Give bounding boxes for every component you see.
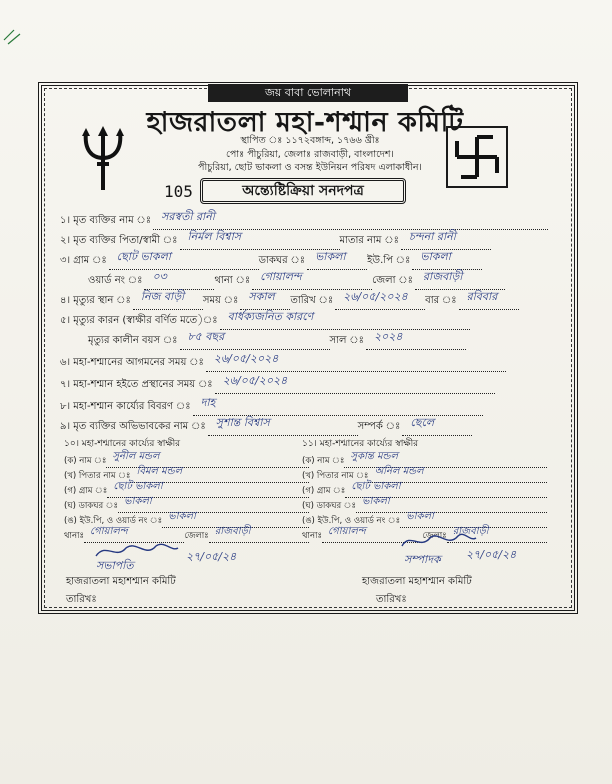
field-label: ৮। মহা-শশ্মান কার্য্যের বিবরণ ঃ [60,401,191,412]
field-label: ওয়ার্ড নং ঃ [88,275,143,286]
field-label: ৪। মৃত্যুর স্থান ঃ [60,295,131,306]
swastika-icon [448,128,506,186]
witness-row: (ঙ) ইউ.পি, ও ওয়ার্ড নং ঃ ভাকলা [302,513,547,528]
field-label: তারিখ ঃ [290,295,334,306]
witness-row: (খ) পিতার নাম ঃ বিমল মন্ডল [64,468,309,483]
field-value: গোয়ালন্দ [260,270,302,283]
established-line: স্থাপিত ঃ ১১৭২বঙ্গাব্দ, ১৭৬৬ খ্রীঃ [240,135,380,146]
field-label: ডাকঘর ঃ [258,255,306,266]
field-label: ৫। মৃত্যুর কারন (স্বাক্ষীর বর্ণিত মতে)ঃ [60,315,218,326]
field-value: সুশান্ত বিশ্বাস [215,416,270,429]
corner-scribble [0,0,40,60]
field-value: চন্দনা রানী [408,230,456,243]
witness-left [64,436,309,543]
field-label: ইউ.পি ঃ [367,255,411,266]
field-value: ৮৫ বছর [187,330,225,343]
field-label: ৩। গ্রাম ঃ [60,255,107,266]
witness-row: (গ) গ্রাম ঃ ছোট ভাকলা [302,483,547,498]
footer-left-org: হাজরাতলা মহাশশ্মান কমিটি [66,576,176,587]
witness-row: (ঘ) ডাকঘর ঃ ভাকলা [64,498,309,513]
field-value: ভাকলা [315,250,346,263]
address-line: পোঃ পীচুরিয়া, জেলাঃ রাজবাড়ী, বাংলাদেশ। [226,149,394,160]
field-label: ২। মৃত ব্যক্তির পিতা/স্বামী ঃ [60,235,178,246]
field-label: মাতার নাম ঃ [339,235,399,246]
witness-right [302,436,547,543]
certificate-title: অন্ত্যেষ্টিক্রিয়া সনদপত্র [200,178,406,204]
secretary-date: ২৭/০৫/২৪ [466,548,517,561]
field-value: ২৬/০৫/২০২৪ [213,352,279,365]
witness-row: থানাঃ গোয়ালন্দ জেলাঃ রাজবাড়ী [302,528,547,543]
field-value: সরস্বতী রানী [161,210,215,223]
field-label: ১। মৃত ব্যক্তির নাম ঃ [60,215,152,226]
witness-row: থানাঃ গোয়ালন্দ জেলাঃ রাজবাড়ী [64,528,309,543]
field-guardian [60,418,472,436]
witness-row: (খ) পিতার নাম ঃ অনিল মন্ডল [302,468,547,483]
field-value: ছোট ভাকলা [116,250,171,263]
field-label: সাল ঃ [329,335,364,346]
trident-icon [80,122,126,192]
witness-title: ১১। মহা-শশ্মানের কার্য্যের স্বাক্ষীর [302,439,419,449]
witness-row: (ক) নাম ঃ সুনীল মন্ডল [64,453,309,468]
field-label: বার ঃ [425,295,457,306]
organization-title: হাজরাতলা মহা-শশ্মান কমিটি [146,107,464,138]
witness-row: (ঙ) ইউ.পি, ও ওয়ার্ড নং ঃ ভাকলা [64,513,309,528]
footer-left-date-label: তারিখঃ [66,594,97,605]
field-label: ৬। মহা-শশ্মানের আগমনের সময় ঃ [60,357,204,368]
field-value: রাজবাড়ী [422,270,463,283]
secretary-role: সম্পাদক [404,553,441,566]
field-value: ২৬/০৫/২০২৪ [222,374,288,387]
president-role: সভাপতি [96,559,134,572]
field-value: বার্ধক্যজনিত কারণে [227,310,314,323]
area-line: পীচুরিয়া, ছোট ভাকলা ও বসন্ত ইউনিয়ন পরিষদ এলাকাধীন। [198,162,422,173]
field-deceased-name [60,212,548,230]
field-value: ০৩ [152,270,167,283]
field-value: দাহ [200,396,216,409]
field-label: ৯। মৃত ব্যক্তির অভিভাবকের নাম ঃ [60,421,206,432]
field-departure-time [60,376,495,394]
swastika-emblem [446,126,508,188]
field-death-cause [60,312,470,330]
field-label: সম্পর্ক ঃ [357,421,401,432]
witness-row: (ক) নাম ঃ সুকান্ত মন্ডল [302,453,547,468]
field-age-year [88,332,466,350]
field-label: ৭। মহা-শশ্মান হইতে প্রস্থানের সময় ঃ [60,379,213,390]
field-value: নিজ বাড়ী [140,290,185,303]
field-arrival-time [60,354,506,372]
field-value: নির্মল বিশ্বাস [187,230,242,243]
witness-title: ১০। মহা-শশ্মানের কার্য্যের স্বাক্ষীর [64,439,181,449]
field-label: সময় ঃ [202,295,239,306]
field-value: ২০২৪ [373,330,403,343]
field-value: ২৬/০৫/২০২৪ [343,290,408,303]
serial-number: 105 [164,182,193,201]
witness-row: (গ) গ্রাম ঃ ছোট ভাকলা [64,483,309,498]
field-label: থানা ঃ [214,275,251,286]
president-date: ২৭/০৫/২৪ [186,550,237,563]
witness-row: (ঘ) ডাকঘর ঃ ভাকলা [302,498,547,513]
field-label: মৃত্যুর কালীন বয়স ঃ [88,335,178,346]
footer-right-date-label: তারিখঃ [376,594,407,605]
field-value: ছেলে [410,416,435,429]
field-value: ভাকলা [420,250,451,263]
banner: জয় বাবা ভোলানাথ [208,84,408,102]
field-value: সকাল [248,290,275,303]
field-value: রবিবার [466,290,498,303]
field-label: জেলা ঃ [372,275,413,286]
footer-right-org: হাজরাতলা মহাশশ্মান কমিটি [362,576,472,587]
